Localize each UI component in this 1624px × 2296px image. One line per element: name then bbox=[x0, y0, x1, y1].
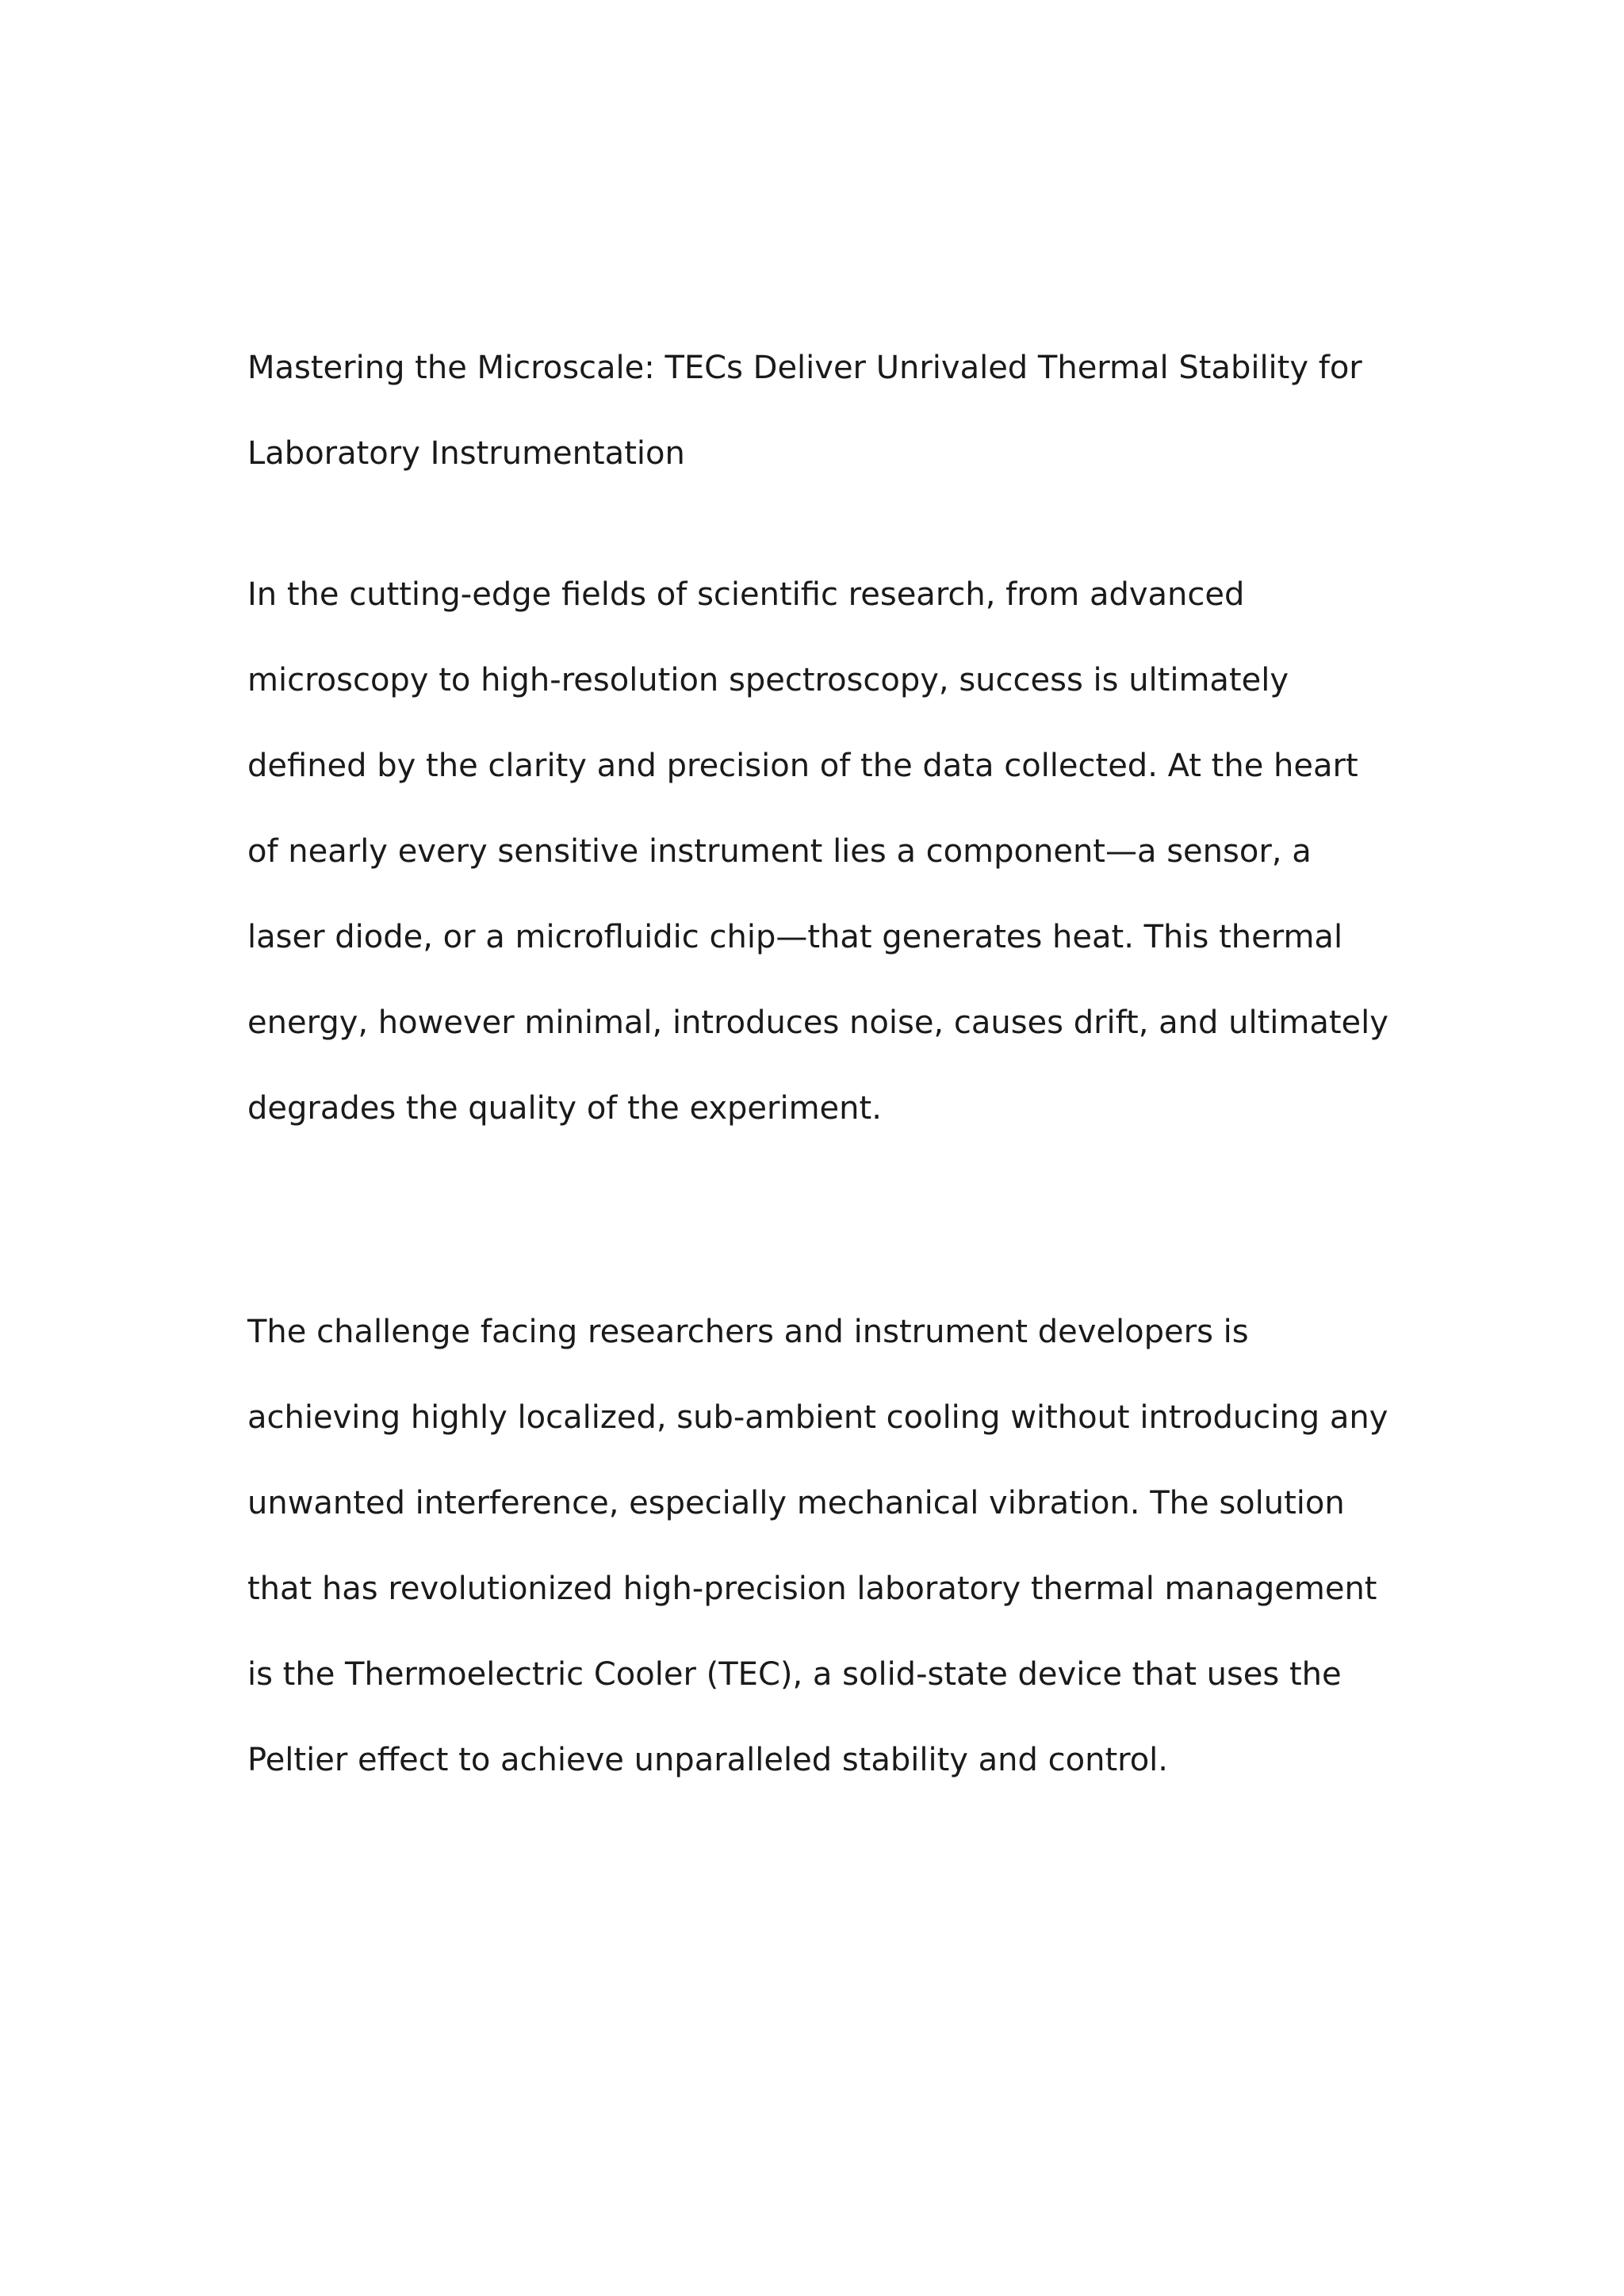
paragraph-intro: In the cutting-edge fields of scientific research, from advanced microscopy to high-resolution spectroscopy, success is ultimately defined by the clarity and precision of the data collected. At the heart of nearly every sensitive instrument lies a component—a sensor, a laser diode, or a microfluidic chip—that generates heat. This thermal energy, however minimal, introduces noise, causes drift, and ultimately degrades the quality of the experiment. bbox=[247, 576, 1388, 1127]
document-title: Mastering the Microscale: TECs Deliver Unrivaled Thermal Stability for Laboratory Instrumentation bbox=[247, 350, 1362, 472]
paragraph-challenge: The challenge facing researchers and instrument developers is achieving highly localized, sub-ambient cooling without introducing any unwanted interference, especially mechanical vibration. The solution that has revolutionized high-precision laboratory thermal management is the Thermoelectric Cooler (TEC), a solid-state device that uses the Peltier effect to achieve unparalleled stability and control. bbox=[247, 1314, 1388, 1778]
document-body bbox=[247, 325, 1397, 1803]
